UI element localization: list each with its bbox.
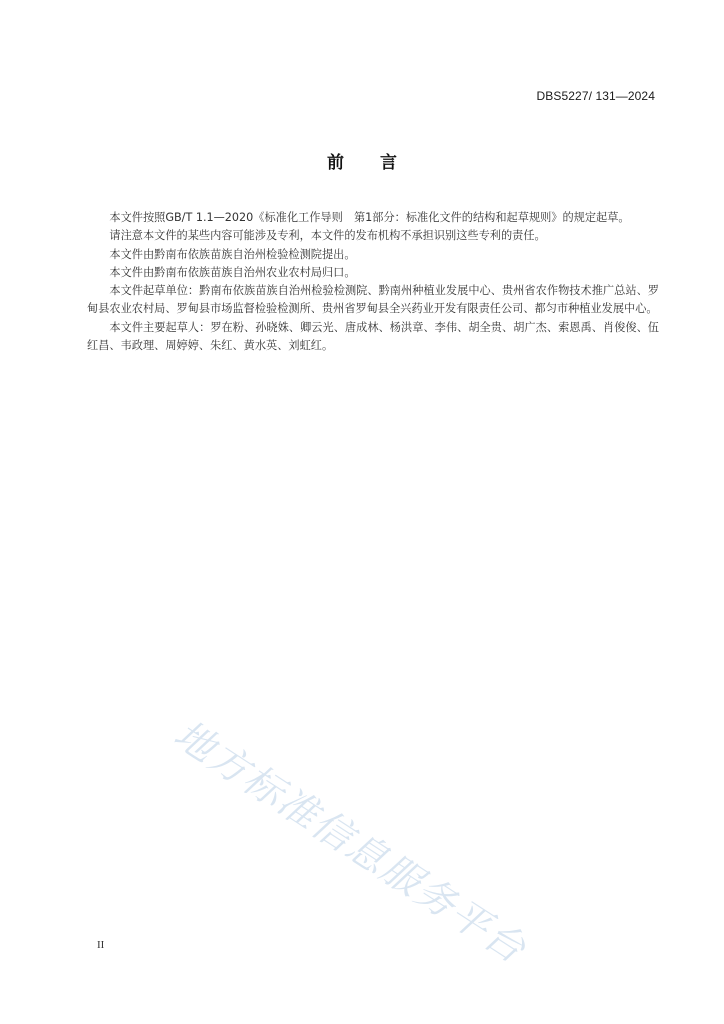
paragraph-drafters: 本文件主要起草人：罗在粉、孙晓姝、卿云光、唐成林、杨洪章、李伟、胡全贵、胡广杰、索恩禹、肖俊俊、伍红昌、韦政理、周婷婷、朱红、黄水英、刘虹红。 — [87, 320, 659, 353]
paragraph-administrator: 本文件由黔南布依族苗族自治州农业农村局归口。 — [109, 265, 356, 279]
watermark: 地方标准信息服务平台 — [165, 712, 535, 974]
paragraph-patent-notice: 请注意本文件的某些内容可能涉及专利，本文件的发布机构不承担识别这些专利的责任。 — [109, 229, 546, 243]
foreword-body — [87, 209, 659, 355]
page-title: 前言 — [327, 153, 433, 173]
document-code: DBS5227/ 131—2024 — [536, 89, 655, 103]
page-number: II — [97, 939, 105, 951]
paragraph-proposer: 本文件由黔南布依族苗族自治州检验检测院提出。 — [109, 247, 356, 261]
paragraph-drafting-units: 本文件起草单位：黔南布依族苗族自治州检验检测院、黔南州种植业发展中心、贵州省农作物技术推广总站、罗甸县农业农村局、罗甸县市场监督检验检测所、贵州省罗甸县全兴药业开发有限责任公司、都匀市种植业发展中心。 — [87, 284, 659, 316]
paragraph-drafting-basis: 本文件按照GB/T 1.1—2020《标准化工作导则 第1部分：标准化文件的结构和起草规则》的规定起草。 — [109, 211, 630, 224]
